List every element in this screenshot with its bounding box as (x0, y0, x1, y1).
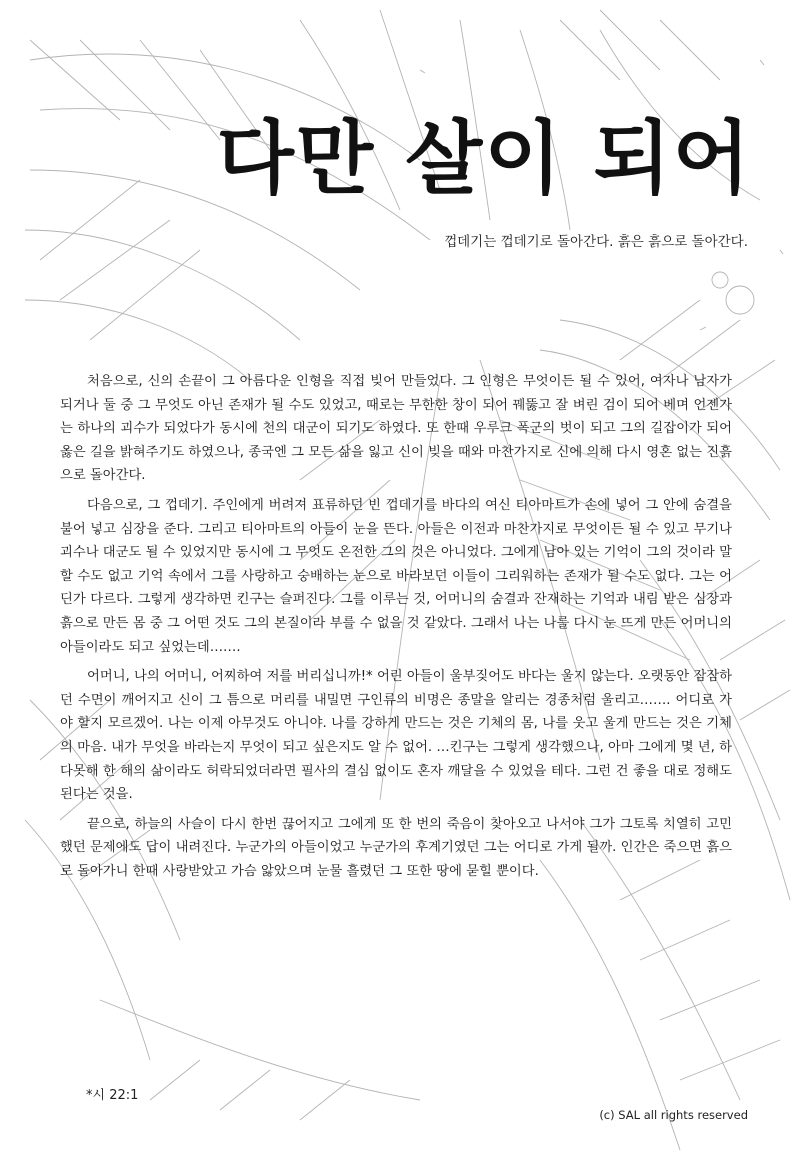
body-text (60, 370, 732, 889)
paragraph: 끝으로, 하늘의 사슬이 다시 한번 끊어지고 그에게 또 한 번의 죽음이 찾아오고 나서야 그가 그토록 치열히 고민했던 문제에도 답이 내려진다. 누군가의 아들이었고 누군가의 후계기였던 그는 어디로 가게 될까. 인간은 죽으면 흙으로 돌아가니 한때 사랑받았고 가슴 앓았으며 눈물 흘렸던 그 또한 땅에 묻힐 뿐이다. (60, 816, 732, 879)
copyright-notice: (c) SAL all rights reserved (599, 1108, 748, 1122)
subtitle: 껍데기는 껍데기로 돌아간다. 흙은 흙으로 돌아간다. (444, 234, 748, 250)
paragraph: 다음으로, 그 껍데기. 주인에게 버려져 표류하던 빈 껍데기를 바다의 여신 티아마트가 손에 넣어 그 안에 숨결을 불어 넣고 심장을 준다. 그리고 티아마트의 아들이 눈을 뜬다. 아들은 이전과 마찬가지로 무엇이든 될 수 있고 무기나 괴수나 대군도 될 수 있었지만 동시에 그 무엇도 온전한 그의 것은 아니었다. 그에게 남아 있는 기억이 그의 것이라 말할 수도 없고 기억 속에서 그를 사랑하고 숭배하는 눈으로 바라보던 이들이 그리워하는 존재가 될 수도 없다. 그는 어딘가 다르다. 그렇게 생각하면 킨구는 슬퍼진다. 그를 이루는 것, 어머니의 숨결과 잔재하는 기억과 내림 받은 심장과 흙으로 만든 몸 중 그 어떤 것도 그의 본질이라 부를 수 없을 것 같았다. 그래서 나는 나를 다시 눈 뜨게 만든 어머니의 아들이라도 되고 싶었는데……. (60, 497, 732, 655)
paragraph: 처음으로, 신의 손끝이 그 아름다운 인형을 직접 빚어 만들었다. 그 인형은 무엇이든 될 수 있어, 여자나 남자가 되거나 둘 중 그 무엇도 아닌 존재가 될 수도 있었고, 때로는 무한한 창이 되어 꿰뚫고 잘 벼린 검이 되어 베며 언젠가는 하나의 괴수가 되었다가 동시에 천의 대군이 되기도 하였다. 또 한때 우루크 폭군의 벗이 되고 그의 길잡이가 되어 옳은 길을 밝혀주기도 하였으나, 종국엔 그 모든 삶을 잃고 신이 빚을 때와 마찬가지로 신에 의해 다시 영혼 없는 진흙으로 돌아간다. (60, 374, 732, 484)
paragraph: 어머니, 나의 어머니, 어찌하여 저를 버리십니까!* 어린 아들이 울부짖어도 바다는 울지 않는다. 오랫동안 잠잠하던 수면이 깨어지고 신이 그 틈으로 머리를 내밀면 구인류의 비명은 종말을 알리는 경종처럼 울리고……. 어디로 가야 할지 모르겠어. 나는 이제 아무것도 아니야. 나를 강하게 만드는 것은 기체의 몸, 나를 웃고 울게 만드는 것은 기체의 마음. 내가 무엇을 바라는지 무엇이 되고 싶은지도 알 수 없어. …킨구는 그렇게 생각했으나, 아마 그에게 몇 년, 하다못해 한 해의 삶이라도 허락되었더라면 필사의 결심 없이도 혼자 깨달을 수 있었을 테다. 그런 건 좋을 대로 정해도 된다는 것을. (60, 669, 732, 803)
page-title: 다만 살이 되어 (216, 111, 752, 205)
footnote: *시 22:1 (86, 1088, 139, 1103)
